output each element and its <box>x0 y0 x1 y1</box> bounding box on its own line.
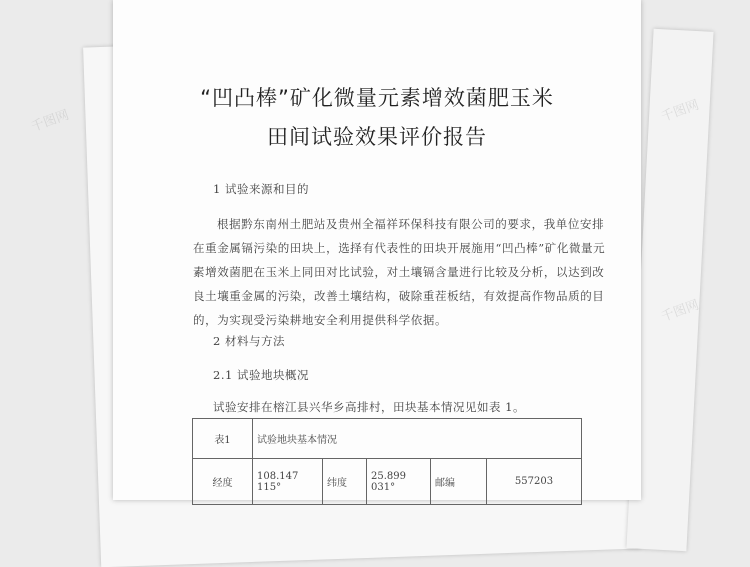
table-row <box>193 459 582 505</box>
section-heading: 2 材料与方法 <box>213 334 285 348</box>
table-cell: 25.899 031° <box>367 459 431 505</box>
subsection-heading: 2.1 试验地块概况 <box>213 368 309 382</box>
document-subtitle: 田间试验效果评价报告 <box>267 125 487 149</box>
table-1 <box>192 418 582 505</box>
table-cell: 纬度 <box>323 459 367 505</box>
paragraph: 试验安排在榕江县兴华乡高排村，田块基本情况见如表 1。 <box>213 400 525 414</box>
table-cell: 经度 <box>193 459 253 505</box>
watermark: 千图网 <box>659 97 702 126</box>
document-page <box>113 0 641 500</box>
paragraph: 根据黔东南州土肥站及贵州全福祥环保科技有限公司的要求，我单位安排在重金属镉污染的田块上，选择有代表性的田块开展施用“凹凸棒”矿化微量元素增效菌肥在玉米上同田对比试验，对土壤镉含量进行比较及分析，以达到改良土壤重金属的污染，改善土壤结构，破除重茬板结，有效提高作物品质的目的，为实现受污染耕地安全利用提供科学依据。 <box>193 217 606 327</box>
document-title: “凹凸棒”矿化微量元素增效菌肥玉米 <box>200 86 554 110</box>
watermark: 千图网 <box>659 297 702 326</box>
watermark: 千图网 <box>29 107 72 136</box>
table-cell: 邮编 <box>431 459 487 505</box>
section-heading: 1 试验来源和目的 <box>213 182 309 196</box>
table-caption: 试验地块基本情况 <box>253 419 582 459</box>
table-cell: 557203 <box>487 459 582 505</box>
table-cell: 108.147 115° <box>253 459 323 505</box>
table-caption-label: 表1 <box>193 419 253 459</box>
